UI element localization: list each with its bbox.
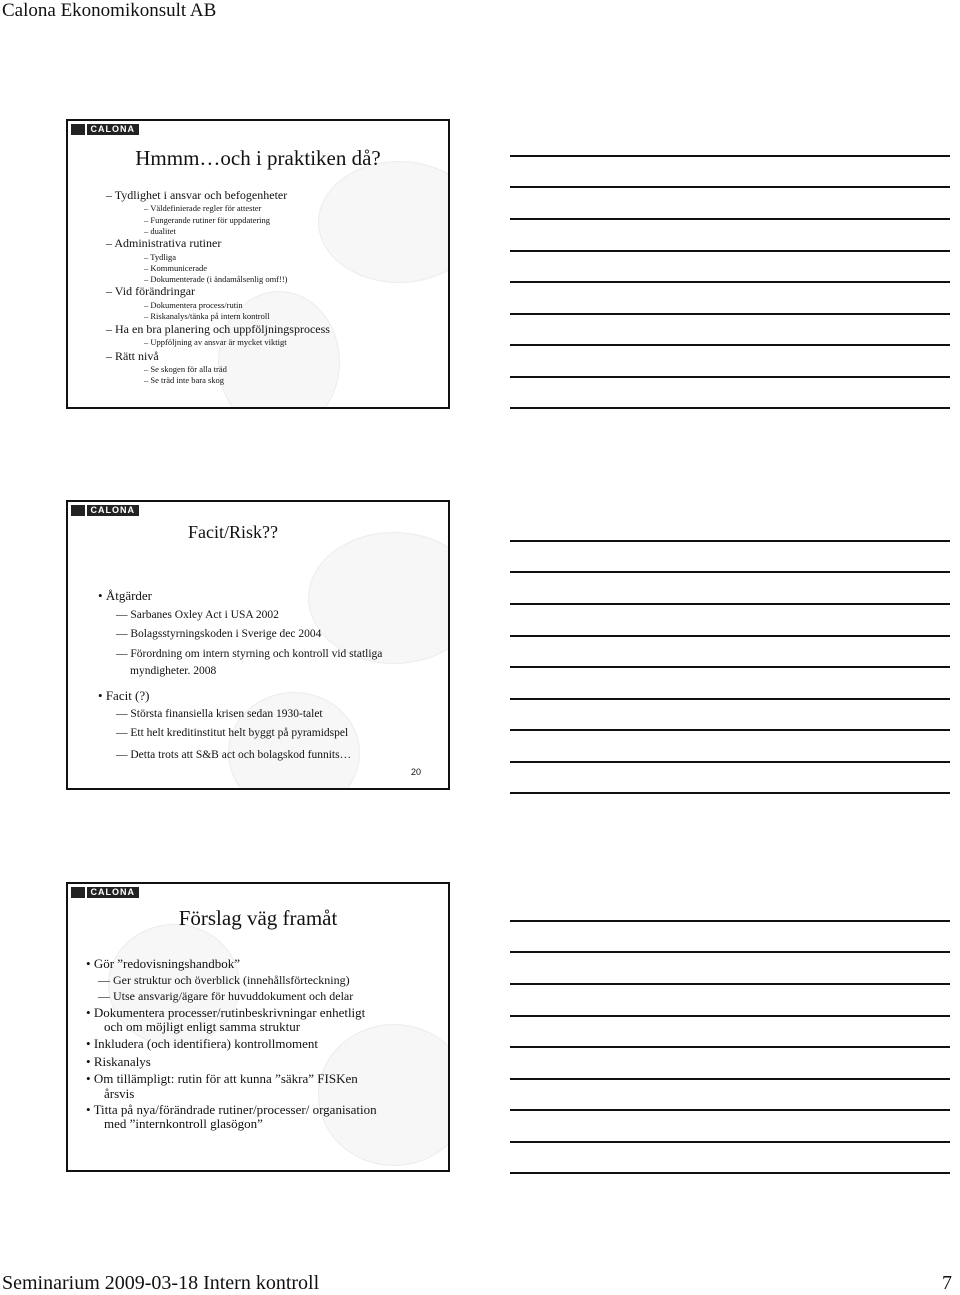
- note-line: [510, 540, 950, 542]
- list-item: – Tydlighet i ansvar och befogenheter: [106, 188, 288, 202]
- list-item: — Ger struktur och överblick (innehållsförteckning): [98, 973, 350, 987]
- list-item: – Väldefinierade regler för attester: [144, 203, 262, 213]
- notes-lines-1: [510, 155, 950, 415]
- list-item: — Bolagsstyrningskoden i Sverige dec 2004: [116, 628, 322, 640]
- note-line: [510, 983, 950, 985]
- list-item: – Ha en bra planering och uppföljningsprocess: [106, 322, 330, 336]
- list-item: myndigheter. 2008: [130, 665, 217, 677]
- list-item: – Vid förändringar: [106, 284, 196, 298]
- note-line: [510, 571, 950, 573]
- note-line: [510, 603, 950, 605]
- note-line: [510, 155, 950, 157]
- footer-page-number: 7: [942, 1272, 952, 1294]
- note-line: [510, 376, 950, 378]
- list-item: – Dokumentera process/rutin: [144, 300, 243, 310]
- note-line: [510, 250, 950, 252]
- slide-page-number: 20: [411, 767, 422, 777]
- slide-title: Hmmm…och i praktiken då?: [135, 146, 381, 170]
- background-leaf-shape: [318, 1024, 450, 1166]
- note-line: [510, 951, 950, 953]
- note-line: [510, 1172, 950, 1174]
- list-item: • Åtgärder: [98, 588, 153, 603]
- calona-logo: CALONA: [71, 887, 139, 898]
- note-line: [510, 635, 950, 637]
- calona-logo: CALONA: [71, 124, 139, 135]
- list-item: • Inkludera (och identifiera) kontrollmoment: [86, 1036, 318, 1051]
- note-line: [510, 698, 950, 700]
- list-item: årsvis: [104, 1086, 135, 1101]
- slide-1: [66, 119, 450, 409]
- list-item: • Facit (?): [98, 688, 150, 703]
- note-line: [510, 313, 950, 315]
- note-line: [510, 344, 950, 346]
- list-item: • Titta på nya/förändrade rutiner/processer/ organisation: [86, 1102, 377, 1117]
- list-item: — Detta trots att S&B act och bolagskod funnits…: [116, 749, 352, 761]
- list-item: – Se skogen för alla träd: [144, 364, 227, 374]
- list-item: och om möjligt enligt samma struktur: [104, 1019, 301, 1034]
- note-line: [510, 281, 950, 283]
- note-line: [510, 729, 950, 731]
- note-line: [510, 186, 950, 188]
- note-line: [510, 407, 950, 409]
- note-line: [510, 666, 950, 668]
- list-item: – Dokumenterade (i ändamålsenlig omf!!): [144, 274, 288, 284]
- list-item: – Riskanalys/tänka på intern kontroll: [144, 311, 270, 321]
- list-item: – Uppföljning av ansvar är mycket viktigt: [144, 337, 287, 347]
- list-item: – Fungerande rutiner för uppdatering: [144, 215, 271, 225]
- list-item: • Gör ”redovisningshandbok”: [86, 956, 241, 971]
- slide-3: [66, 882, 450, 1172]
- notes-lines-2: [510, 540, 950, 800]
- notes-lines-3: [510, 920, 950, 1180]
- background-leaf-shape: [318, 161, 450, 283]
- list-item: • Riskanalys: [86, 1054, 151, 1069]
- list-item: – Tydliga: [144, 252, 177, 262]
- list-item: med ”internkontroll glasögon”: [104, 1116, 263, 1131]
- slide-title: Facit/Risk??: [188, 522, 278, 542]
- list-item: – Kommunicerade: [144, 263, 208, 273]
- note-line: [510, 218, 950, 220]
- document-header: Calona Ekonomikonsult AB: [2, 0, 217, 21]
- list-item: • Om tillämpligt: rutin för att kunna ”säkra” FISKen: [86, 1071, 358, 1086]
- list-item: — Ett helt kreditinstitut helt byggt på pyramidspel: [116, 727, 349, 739]
- list-item: • Dokumentera processer/rutinbeskrivningar enhetligt: [86, 1005, 366, 1020]
- background-leaf-shape: [308, 532, 450, 664]
- list-item: – Administrativa rutiner: [106, 236, 222, 250]
- slide-2: [66, 500, 450, 790]
- list-item: — Sarbanes Oxley Act i USA 2002: [116, 609, 279, 621]
- note-line: [510, 792, 950, 794]
- list-item: — Utse ansvarig/ägare för huvuddokument och delar: [98, 989, 354, 1003]
- list-item: — Förordning om intern styrning och kontroll vid statliga: [116, 648, 383, 660]
- note-line: [510, 1078, 950, 1080]
- list-item: – Rätt nivå: [106, 349, 159, 363]
- note-line: [510, 1109, 950, 1111]
- footer-title: Seminarium 2009-03-18 Intern kontroll: [2, 1272, 320, 1294]
- list-item: — Största finansiella krisen sedan 1930-talet: [116, 708, 323, 720]
- calona-logo: CALONA: [71, 505, 139, 516]
- list-item: – Se träd inte bara skog: [144, 375, 225, 385]
- note-line: [510, 1015, 950, 1017]
- list-item: – dualitet: [144, 226, 176, 236]
- background-leaf-shape: [228, 692, 360, 790]
- note-line: [510, 1046, 950, 1048]
- note-line: [510, 761, 950, 763]
- slide-title: Förslag väg framåt: [178, 906, 338, 930]
- note-line: [510, 920, 950, 922]
- note-line: [510, 1141, 950, 1143]
